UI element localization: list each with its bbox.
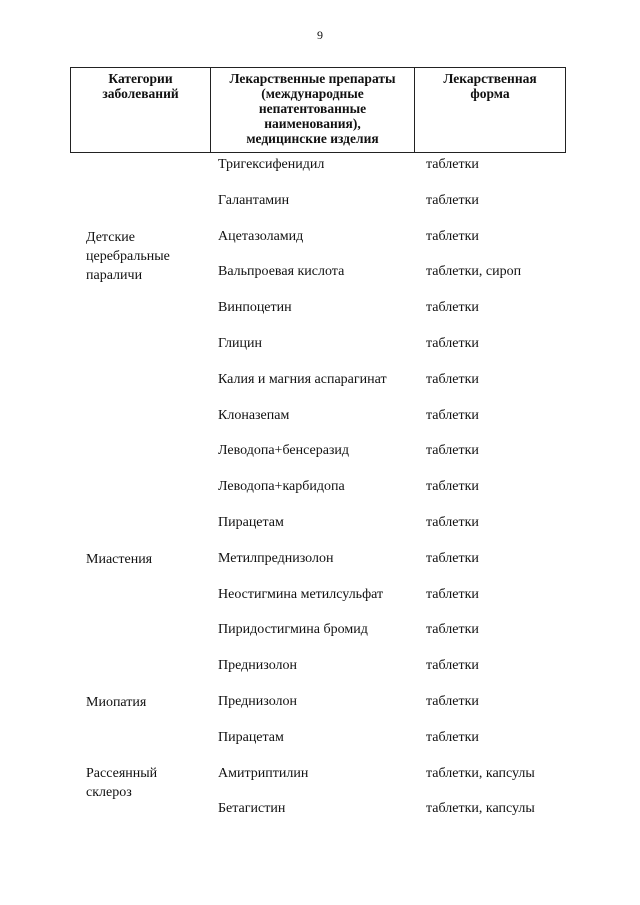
drug-form: таблетки bbox=[426, 228, 479, 244]
drug-form: таблетки bbox=[426, 443, 479, 459]
drug-name: Глицин bbox=[218, 336, 262, 351]
drug-name: Амитриптилин bbox=[218, 765, 309, 781]
drug-form: таблетки bbox=[426, 157, 479, 172]
disease-category bbox=[86, 764, 157, 802]
drug-form: таблетки, сироп bbox=[426, 264, 522, 280]
header-form: Лекарственная форма bbox=[443, 71, 537, 101]
category-line: Миопатия bbox=[86, 695, 147, 710]
category-line: склероз bbox=[86, 785, 132, 800]
disease-category bbox=[86, 693, 146, 712]
drug-form: таблетки bbox=[426, 694, 479, 709]
drug-name: Пиридостигмина бромид bbox=[218, 622, 368, 638]
drug-name: Ацетазоламид bbox=[218, 228, 304, 244]
drug-name: Калия и магния аспарагинат bbox=[218, 371, 387, 387]
drug-name: Неостигмина метилсульфат bbox=[218, 586, 384, 602]
category-line: церебральные bbox=[86, 249, 170, 264]
category-line: Рассеянный bbox=[86, 766, 158, 781]
drug-form: таблетки bbox=[426, 658, 479, 674]
drug-name: Галантамин bbox=[218, 192, 290, 208]
drug-name: Леводопа+карбидопа bbox=[218, 479, 345, 495]
drug-name: Преднизолон bbox=[218, 694, 297, 709]
drug-name: Бетагистин bbox=[218, 801, 286, 817]
header-categories: Категории заболеваний bbox=[71, 68, 211, 152]
drug-form: таблетки bbox=[426, 622, 479, 638]
drug-name: Клоназепам bbox=[218, 407, 290, 423]
header-drugs: Лекарственные препараты (международные непатентованные наименования), медицинские изделия bbox=[211, 68, 415, 152]
drug-form: таблетки bbox=[426, 300, 479, 316]
drug-form: таблетки bbox=[426, 407, 479, 423]
drug-form: таблетки bbox=[426, 586, 479, 602]
drug-name: Преднизолон bbox=[218, 658, 297, 674]
drug-form: таблетки bbox=[426, 515, 479, 530]
disease-category bbox=[86, 550, 152, 569]
drug-form: таблетки bbox=[426, 729, 479, 745]
category-line: Детские bbox=[86, 230, 135, 245]
category-line: параличи bbox=[86, 268, 143, 283]
category-line: Миастения bbox=[86, 552, 153, 567]
drug-name: Винпоцетин bbox=[218, 300, 292, 316]
drug-form: таблетки bbox=[426, 336, 479, 351]
drug-form: таблетки bbox=[426, 479, 479, 495]
table-header bbox=[70, 67, 566, 153]
drug-name: Метилпреднизолон bbox=[218, 550, 334, 566]
page-number: 9 bbox=[317, 28, 323, 42]
disease-category bbox=[86, 228, 170, 285]
drug-form: таблетки bbox=[426, 550, 479, 566]
drug-name: Пирацетам bbox=[218, 515, 284, 530]
drug-form: таблетки, капсулы bbox=[426, 765, 535, 781]
drug-form: таблетки bbox=[426, 192, 479, 208]
drug-name: Леводопа+бенсеразид bbox=[218, 443, 350, 459]
drug-name: Вальпроевая кислота bbox=[218, 264, 345, 280]
drug-form: таблетки bbox=[426, 371, 479, 387]
drug-name: Пирацетам bbox=[218, 729, 284, 745]
drug-form: таблетки, капсулы bbox=[426, 801, 535, 817]
drug-name: Тригексифенидил bbox=[218, 157, 325, 172]
